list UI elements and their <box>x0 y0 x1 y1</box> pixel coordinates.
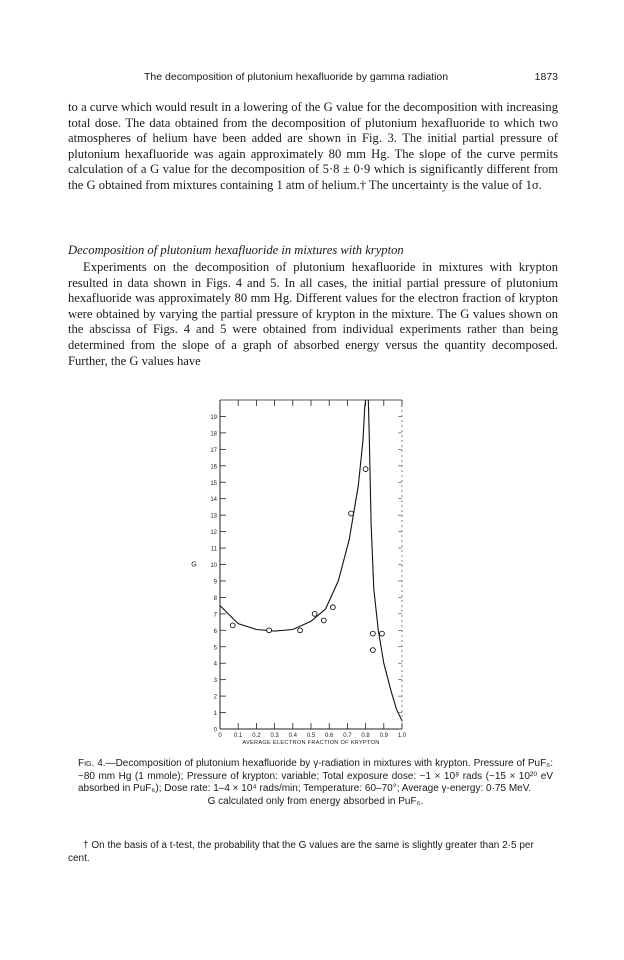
data-point <box>321 618 326 623</box>
fitted-curve <box>220 400 366 631</box>
x-tick-label: 0 <box>218 733 222 739</box>
page-number: 1873 <box>534 71 558 83</box>
x-tick-label: 0.9 <box>379 733 388 739</box>
running-head <box>68 71 558 87</box>
running-head-title: The decomposition of plutonium hexafluoride by gamma radiation <box>144 71 449 83</box>
y-tick-label: 5 <box>213 645 217 652</box>
paragraph-krypton <box>68 260 558 369</box>
y-tick-label: 18 <box>210 431 217 438</box>
y-tick-label: 9 <box>213 579 217 586</box>
y-tick-label: 1 <box>213 711 217 718</box>
y-tick-label: 15 <box>210 480 217 487</box>
x-axis-label: AVERAGE ELECTRON FRACTION OF KRYPTON <box>242 740 380 746</box>
x-tick-label: 0.2 <box>252 733 261 739</box>
data-point <box>370 631 375 636</box>
x-tick-label: 0.6 <box>325 733 334 739</box>
x-tick-label: 0.7 <box>343 733 352 739</box>
x-tick-label: 0.4 <box>288 733 297 739</box>
figure-label: Fig. 4. <box>78 758 106 769</box>
data-point <box>363 467 368 472</box>
x-tick-label: 0.3 <box>270 733 279 739</box>
x-tick-label: 0.8 <box>361 733 370 739</box>
footnote: † On the basis of a t-test, the probability that the G values are the same is slightly greater than 2·5 per cent. <box>68 840 534 864</box>
data-point <box>267 628 272 633</box>
data-point <box>380 631 385 636</box>
fitted-curve <box>368 400 402 721</box>
data-point <box>312 611 317 616</box>
y-tick-label: 2 <box>213 694 217 701</box>
x-tick-label: 0.1 <box>234 733 243 739</box>
paragraph-text: to a curve which would result in a lowering of the G value for the decomposition with increasing total dose. The data obtained from the decomposition of plutonium hexafluoride to which two atmospheres of helium have been added are shown in Fig. 3. The initial partial pressure of plutonium hexafluoride was again approximately 80 mm Hg. The slope of the curve permits calculation of a G value for the decomposition of 5·8 ± 0·9 which is significantly different from the G obtained from mixtures containing 1 atm of helium.† The uncertainty is the value of 1σ. <box>68 100 558 192</box>
y-tick-label: 14 <box>210 497 217 504</box>
data-point <box>230 623 235 628</box>
data-point <box>349 511 354 516</box>
y-tick-label: 10 <box>210 563 217 569</box>
y-tick-label: 16 <box>210 464 217 471</box>
y-tick-label: 8 <box>213 595 217 602</box>
y-tick-label: 11 <box>210 546 217 553</box>
y-tick-label: 19 <box>210 414 217 421</box>
y-tick-label: 17 <box>210 447 217 454</box>
paragraph-continued <box>68 100 558 194</box>
data-point <box>298 628 303 633</box>
figure-caption <box>78 758 553 808</box>
y-tick-label: 4 <box>213 661 217 668</box>
y-tick-label: 12 <box>210 530 217 537</box>
figure-4-chart <box>190 392 420 752</box>
paragraph-text: Experiments on the decomposition of plutonium hexafluoride in mixtures with krypton resulted in data shown in Figs. 4 and 5. In all cases, the initial partial pressure of plutonium hexafluoride was approximately 80 mm Hg. Different values for the electron fraction of krypton were obtained by varying the partial pressure of krypton in the mixture. The G values shown on the abscissa of Figs. 4 and 5 were obtained from individual experiments rather than being determined from the slope of a graph of absorbed energy versus the quantity decomposed. Further, the G values have <box>68 260 558 368</box>
figure-caption-text: —Decomposition of plutonium hexafluoride by γ-radiation in mixtures with krypton. Pressure of PuF₆: ~80 mm Hg (1 mmole); Pressure of krypton: variable; Total exposure dose: ~1 × 10⁸ rads (~15 × 10²⁰ eV absorbed in PuF₆); Dose rate: 1–4 × 10⁴ rads/min; Temperature: 60–70°; Average γ-energy: 0·75 MeV. <box>78 758 553 795</box>
x-tick-label: 1.0 <box>397 733 407 739</box>
figure-caption-last-line: G calculated only from energy absorbed in PuF₆. <box>207 795 424 807</box>
figure-4 <box>190 392 420 752</box>
data-point <box>330 605 335 610</box>
y-tick-label: 6 <box>213 628 217 635</box>
y-tick-label: 7 <box>213 612 217 619</box>
y-tick-label: 3 <box>213 678 217 685</box>
y-axis-label: G <box>191 561 197 569</box>
y-tick-label: 13 <box>210 513 217 520</box>
data-point <box>370 648 375 653</box>
section-heading: Decomposition of plutonium hexafluoride in mixtures with krypton <box>68 243 404 257</box>
x-tick-label: 0.5 <box>306 733 316 739</box>
y-tick-label: 0 <box>213 727 217 734</box>
